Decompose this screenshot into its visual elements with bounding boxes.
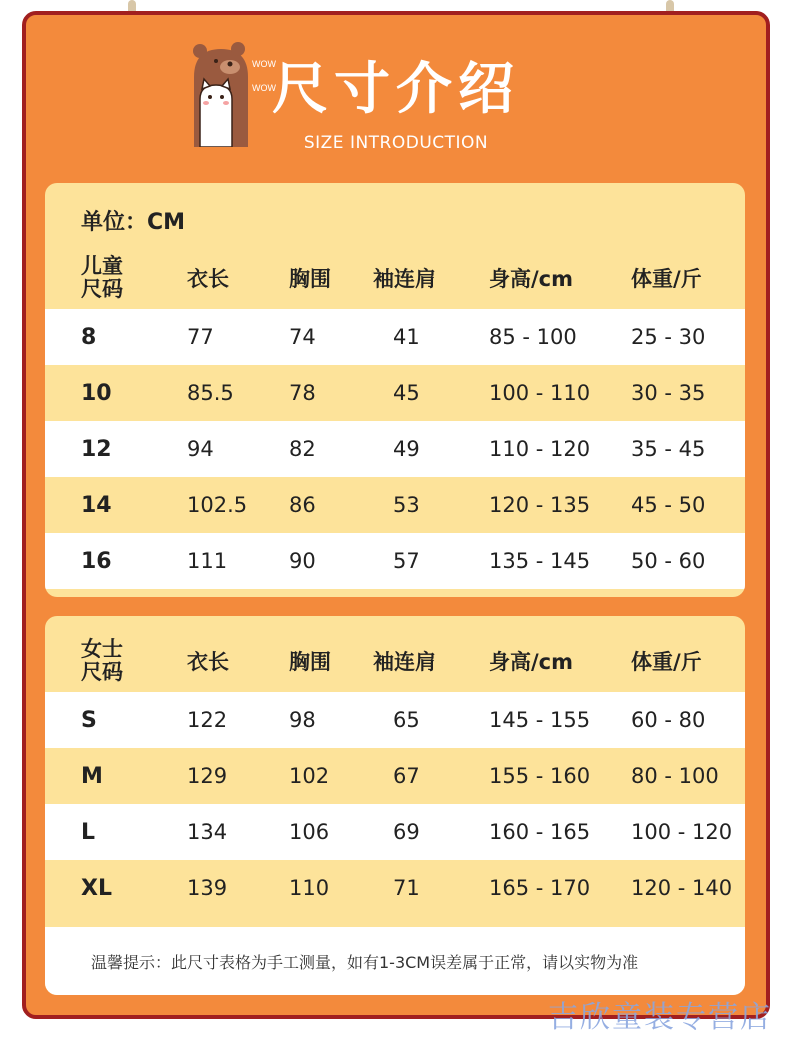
table-row xyxy=(45,421,745,477)
header-size: 女士 尺码 xyxy=(81,637,123,684)
sleeve-cell: 67 xyxy=(393,764,420,788)
size-cell: 16 xyxy=(81,548,112,574)
sleeve-cell: 41 xyxy=(393,325,420,349)
header-length: 衣长 xyxy=(187,267,229,291)
weight-cell: 60 - 80 xyxy=(631,708,706,732)
height-cell: 110 - 120 xyxy=(489,437,591,461)
length-cell: 111 xyxy=(187,549,228,573)
chest-cell: 78 xyxy=(289,381,316,405)
sleeve-cell: 65 xyxy=(393,708,420,732)
sleeve-cell: 45 xyxy=(393,381,420,405)
svg-text:WOW: WOW xyxy=(252,59,276,69)
height-cell: 135 - 145 xyxy=(489,549,591,573)
weight-cell: 35 - 45 xyxy=(631,437,706,461)
sleeve-cell: 53 xyxy=(393,493,420,517)
header-sleeve: 袖连肩 xyxy=(373,650,436,674)
header-chest: 胸围 xyxy=(289,650,331,674)
height-cell: 120 - 135 xyxy=(489,493,591,517)
table-row xyxy=(45,365,745,421)
length-cell: 129 xyxy=(187,764,228,788)
table-row xyxy=(45,748,745,804)
table-header-row xyxy=(45,630,745,692)
weight-cell: 25 - 30 xyxy=(631,325,706,349)
header-chest: 胸围 xyxy=(289,267,331,291)
note-box xyxy=(45,927,745,995)
weight-cell: 120 - 140 xyxy=(631,876,733,900)
chest-cell: 90 xyxy=(289,549,316,573)
size-cell: S xyxy=(81,707,97,733)
header xyxy=(26,15,766,175)
header-size: 儿童 尺码 xyxy=(81,254,123,301)
height-cell: 165 - 170 xyxy=(489,876,591,900)
length-cell: 77 xyxy=(187,325,214,349)
women-size-table xyxy=(45,630,745,916)
chest-cell: 106 xyxy=(289,820,330,844)
table-row xyxy=(45,477,745,533)
page-subtitle: SIZE INTRODUCTION xyxy=(303,133,489,153)
size-cell: XL xyxy=(81,875,112,901)
header-weight: 体重/斤 xyxy=(631,267,702,291)
weight-cell: 45 - 50 xyxy=(631,493,706,517)
kids-size-panel xyxy=(45,183,745,597)
unit-label: 单位：CM xyxy=(81,210,186,235)
page-title: 尺寸介绍 xyxy=(272,57,520,122)
weight-cell: 80 - 100 xyxy=(631,764,719,788)
weight-cell: 100 - 120 xyxy=(631,820,733,844)
length-cell: 94 xyxy=(187,437,214,461)
height-cell: 85 - 100 xyxy=(489,325,577,349)
svg-text:WOW: WOW xyxy=(252,83,276,93)
length-cell: 134 xyxy=(187,820,228,844)
table-row xyxy=(45,692,745,748)
measurement-note: 温馨提示：此尺寸表格为手工测量，如有1-3CM误差属于正常，请以实物为准 xyxy=(91,952,639,972)
header-length: 衣长 xyxy=(187,650,229,674)
sleeve-cell: 57 xyxy=(393,549,420,573)
size-chart-frame xyxy=(22,11,770,1019)
chest-cell: 74 xyxy=(289,325,316,349)
table-row xyxy=(45,309,745,365)
kids-size-table xyxy=(45,247,745,589)
length-cell: 122 xyxy=(187,708,228,732)
size-cell: 14 xyxy=(81,492,112,518)
height-cell: 145 - 155 xyxy=(489,708,591,732)
height-cell: 100 - 110 xyxy=(489,381,591,405)
length-cell: 102.5 xyxy=(187,493,248,517)
table-row xyxy=(45,533,745,589)
sleeve-cell: 69 xyxy=(393,820,420,844)
women-size-panel xyxy=(45,616,745,995)
size-cell: 8 xyxy=(81,324,97,350)
length-cell: 85.5 xyxy=(187,381,234,405)
size-cell: 10 xyxy=(81,380,112,406)
size-cell: 12 xyxy=(81,436,112,462)
chest-cell: 86 xyxy=(289,493,316,517)
sleeve-cell: 49 xyxy=(393,437,420,461)
header-height: 身高/cm xyxy=(489,267,573,291)
table-header-row xyxy=(45,247,745,309)
sleeve-cell: 71 xyxy=(393,876,420,900)
size-cell: M xyxy=(81,763,103,789)
chest-cell: 82 xyxy=(289,437,316,461)
table-row xyxy=(45,804,745,860)
weight-cell: 30 - 35 xyxy=(631,381,706,405)
chest-cell: 98 xyxy=(289,708,316,732)
size-cell: L xyxy=(81,819,96,845)
store-watermark: 吉欣童装专营店 xyxy=(548,1000,772,1035)
chest-cell: 102 xyxy=(289,764,330,788)
chest-cell: 110 xyxy=(289,876,330,900)
header-sleeve: 袖连肩 xyxy=(373,267,436,291)
table-row xyxy=(45,860,745,916)
header-weight: 体重/斤 xyxy=(631,650,702,674)
header-height: 身高/cm xyxy=(489,650,573,674)
height-cell: 155 - 160 xyxy=(489,764,591,788)
weight-cell: 50 - 60 xyxy=(631,549,706,573)
height-cell: 160 - 165 xyxy=(489,820,591,844)
length-cell: 139 xyxy=(187,876,228,900)
